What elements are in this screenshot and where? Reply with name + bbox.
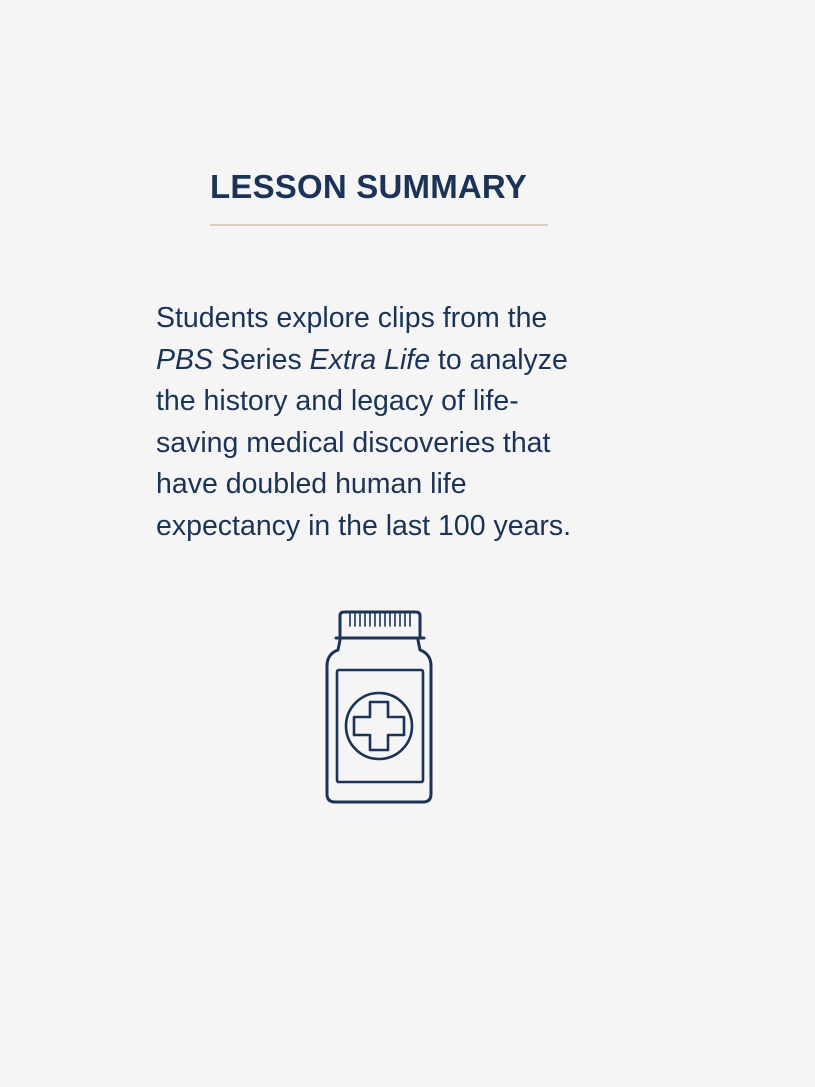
summary-line bbox=[156, 298, 616, 340]
summary-text: to analyze bbox=[430, 343, 568, 376]
summary-text: Series bbox=[213, 343, 310, 376]
summary-text: Students explore clips from the bbox=[156, 302, 548, 334]
summary-text-italic: Extra Life bbox=[309, 343, 431, 376]
summary-line bbox=[156, 464, 616, 506]
summary-line bbox=[156, 381, 616, 423]
summary-paragraph bbox=[156, 298, 616, 547]
summary-text: have doubled human life bbox=[156, 468, 467, 500]
medicine-bottle-icon bbox=[318, 604, 440, 808]
summary-line bbox=[156, 506, 616, 548]
page-title: LESSON SUMMARY bbox=[210, 168, 527, 205]
summary-text: expectancy in the last 100 years. bbox=[156, 509, 572, 542]
summary-line bbox=[156, 423, 616, 465]
summary-line bbox=[156, 340, 616, 382]
summary-text: the history and legacy of life- bbox=[156, 385, 519, 417]
summary-text: saving medical discoveries that bbox=[156, 426, 551, 459]
heading-divider bbox=[210, 224, 548, 226]
summary-text-italic: PBS bbox=[156, 343, 214, 376]
